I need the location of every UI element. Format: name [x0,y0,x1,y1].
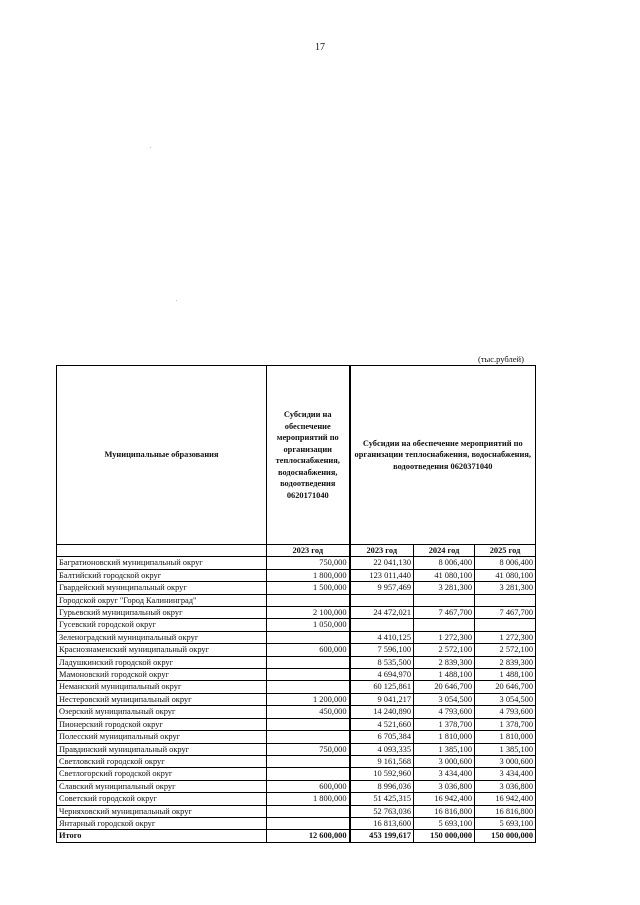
row-amount-cell: 8 006,400 [414,557,475,569]
row-amount-cell [475,619,536,631]
row-amount-cell: 16 816,800 [414,805,475,817]
total-label: Итого [57,830,267,842]
row-amount-cell [267,594,350,606]
row-municipality-name: Неманский муниципальный округ [57,681,267,693]
row-municipality-name: Багратионовский муниципальный округ [57,557,267,569]
row-amount-cell: 16 942,400 [475,793,536,805]
row-amount-cell: 1 800,000 [267,793,350,805]
row-amount-cell: 3 036,800 [475,780,536,792]
row-amount-cell [414,594,475,606]
row-amount-cell: 3 036,800 [414,780,475,792]
header-year: 2023 год [267,545,350,557]
total-cell: 12 600,000 [267,830,350,842]
row-amount-cell: 1 200,000 [267,693,350,705]
row-amount-cell: 9 957,469 [350,582,414,594]
row-municipality-name: Краснознаменский муниципальный округ [57,644,267,656]
row-amount-cell: 2 572,100 [475,644,536,656]
table-row [57,569,536,581]
table-row [57,817,536,829]
total-cell: 150 000,000 [475,830,536,842]
table-row [57,793,536,805]
row-amount-cell [267,768,350,780]
row-amount-cell: 3 281,300 [414,582,475,594]
row-amount-cell: 4 694,970 [350,669,414,681]
row-amount-cell [267,656,350,668]
row-amount-cell [414,619,475,631]
row-municipality-name: Ладушкинский городской округ [57,656,267,668]
table-row [57,768,536,780]
row-amount-cell: 2 839,300 [414,656,475,668]
table-row [57,718,536,730]
row-amount-cell: 9 041,217 [350,693,414,705]
total-row [57,830,536,842]
row-amount-cell: 600,000 [267,780,350,792]
row-municipality-name: Нестеровский муниципальный округ [57,693,267,705]
row-amount-cell: 4 793,600 [414,706,475,718]
row-amount-cell: 4 793,600 [475,706,536,718]
table-row [57,656,536,668]
row-amount-cell [267,755,350,767]
table-row [57,619,536,631]
row-amount-cell [267,718,350,730]
row-municipality-name: Советский городской округ [57,793,267,805]
row-amount-cell: 1 378,700 [475,718,536,730]
header-year: 2025 год [475,545,536,557]
table-row [57,557,536,569]
row-amount-cell [267,805,350,817]
row-amount-cell [267,631,350,643]
row-municipality-name: Гусевский городской округ [57,619,267,631]
scan-speck [150,147,151,148]
scan-speck [176,300,177,301]
table-row [57,780,536,792]
row-amount-cell: 1 272,300 [475,631,536,643]
row-amount-cell: 123 011,440 [350,569,414,581]
row-amount-cell [350,619,414,631]
table-row [57,669,536,681]
row-municipality-name: Гурьевский муниципальный округ [57,607,267,619]
row-municipality-name: Балтийский городской округ [57,569,267,581]
row-amount-cell: 1 488,100 [475,669,536,681]
row-amount-cell: 2 100,000 [267,607,350,619]
row-amount-cell: 8 006,400 [475,557,536,569]
header-subsidy-multiyear: Субсидии на обеспечение мероприятий по организации теплоснабжения, водоснабжения, водоотведения 0620371040 [350,366,536,545]
table-row [57,681,536,693]
row-amount-cell: 51 425,315 [350,793,414,805]
row-amount-cell: 1 488,100 [414,669,475,681]
row-amount-cell: 8 535,500 [350,656,414,668]
row-amount-cell: 3 434,400 [414,768,475,780]
table-row [57,693,536,705]
row-municipality-name: Правдинский муниципальный округ [57,743,267,755]
row-amount-cell: 3 054,500 [475,693,536,705]
row-amount-cell: 16 942,400 [414,793,475,805]
row-amount-cell [267,731,350,743]
table-row [57,755,536,767]
row-amount-cell [267,681,350,693]
row-amount-cell: 3 281,300 [475,582,536,594]
row-amount-cell: 16 816,800 [475,805,536,817]
row-amount-cell: 2 572,100 [414,644,475,656]
total-cell: 453 199,617 [350,830,414,842]
row-amount-cell: 16 813,600 [350,817,414,829]
header-year-blank [57,545,267,557]
row-amount-cell: 4 521,660 [350,718,414,730]
row-amount-cell: 1 800,000 [267,569,350,581]
row-municipality-name: Полесский муниципальный округ [57,731,267,743]
row-amount-cell [350,594,414,606]
row-amount-cell: 52 763,036 [350,805,414,817]
header-year: 2023 год [350,545,414,557]
subsidy-table [56,365,536,843]
row-amount-cell: 20 646,700 [414,681,475,693]
row-amount-cell: 7 467,700 [414,607,475,619]
row-municipality-name: Озерский муниципальный округ [57,706,267,718]
units-note: (тыс.рублей) [478,354,524,364]
row-amount-cell: 600,000 [267,644,350,656]
table-row [57,706,536,718]
row-amount-cell: 4 093,335 [350,743,414,755]
table-row [57,594,536,606]
table-row [57,805,536,817]
row-amount-cell: 8 996,036 [350,780,414,792]
table-row [57,743,536,755]
row-amount-cell: 3 000,600 [414,755,475,767]
row-amount-cell: 14 240,890 [350,706,414,718]
row-amount-cell: 41 080,100 [475,569,536,581]
table-row [57,607,536,619]
row-amount-cell: 1 050,000 [267,619,350,631]
row-amount-cell: 750,000 [267,743,350,755]
header-subsidy-2023: Субсидии на обеспечение мероприятий по организации теплоснабжения, водоснабжения, водоотведения 0620171040 [267,366,350,545]
row-amount-cell: 10 592,960 [350,768,414,780]
table-row [57,644,536,656]
row-amount-cell [267,669,350,681]
table-row [57,731,536,743]
row-amount-cell: 9 161,568 [350,755,414,767]
row-amount-cell: 750,000 [267,557,350,569]
row-municipality-name: Янтарный городской округ [57,817,267,829]
row-amount-cell: 450,000 [267,706,350,718]
row-amount-cell: 7 467,700 [475,607,536,619]
row-amount-cell: 7 596,100 [350,644,414,656]
row-amount-cell: 1 810,000 [475,731,536,743]
row-amount-cell: 1 810,000 [414,731,475,743]
row-municipality-name: Гвардейский муниципальный округ [57,582,267,594]
row-amount-cell [267,817,350,829]
table-body [57,557,536,830]
row-amount-cell: 5 693,100 [475,817,536,829]
row-municipality-name: Пионерский городской округ [57,718,267,730]
table-row [57,631,536,643]
row-amount-cell [475,594,536,606]
row-amount-cell: 3 000,600 [475,755,536,767]
row-municipality-name: Городской округ "Город Калининград" [57,594,267,606]
row-municipality-name: Черняховский муниципальный округ [57,805,267,817]
page-number: 17 [315,42,325,53]
row-municipality-name: Светлогорский городской округ [57,768,267,780]
row-amount-cell: 1 378,700 [414,718,475,730]
row-amount-cell: 20 646,700 [475,681,536,693]
header-municipalities: Муниципальные образования [57,366,267,545]
row-amount-cell: 1 385,100 [475,743,536,755]
row-amount-cell: 6 705,384 [350,731,414,743]
row-amount-cell: 22 041,130 [350,557,414,569]
row-municipality-name: Зеленоградский муниципальный округ [57,631,267,643]
row-amount-cell: 2 839,300 [475,656,536,668]
row-amount-cell: 60 125,861 [350,681,414,693]
header-year: 2024 год [414,545,475,557]
row-amount-cell: 4 410,125 [350,631,414,643]
row-amount-cell: 1 272,300 [414,631,475,643]
row-amount-cell: 3 434,400 [475,768,536,780]
total-cell: 150 000,000 [414,830,475,842]
row-amount-cell: 3 054,500 [414,693,475,705]
row-amount-cell: 5 693,100 [414,817,475,829]
row-amount-cell: 41 080,100 [414,569,475,581]
table-row [57,582,536,594]
row-amount-cell: 1 500,000 [267,582,350,594]
row-amount-cell: 24 472,021 [350,607,414,619]
row-municipality-name: Светловский городской округ [57,755,267,767]
row-municipality-name: Славский муниципальный округ [57,780,267,792]
row-amount-cell: 1 385,100 [414,743,475,755]
row-municipality-name: Мамоновский городской округ [57,669,267,681]
